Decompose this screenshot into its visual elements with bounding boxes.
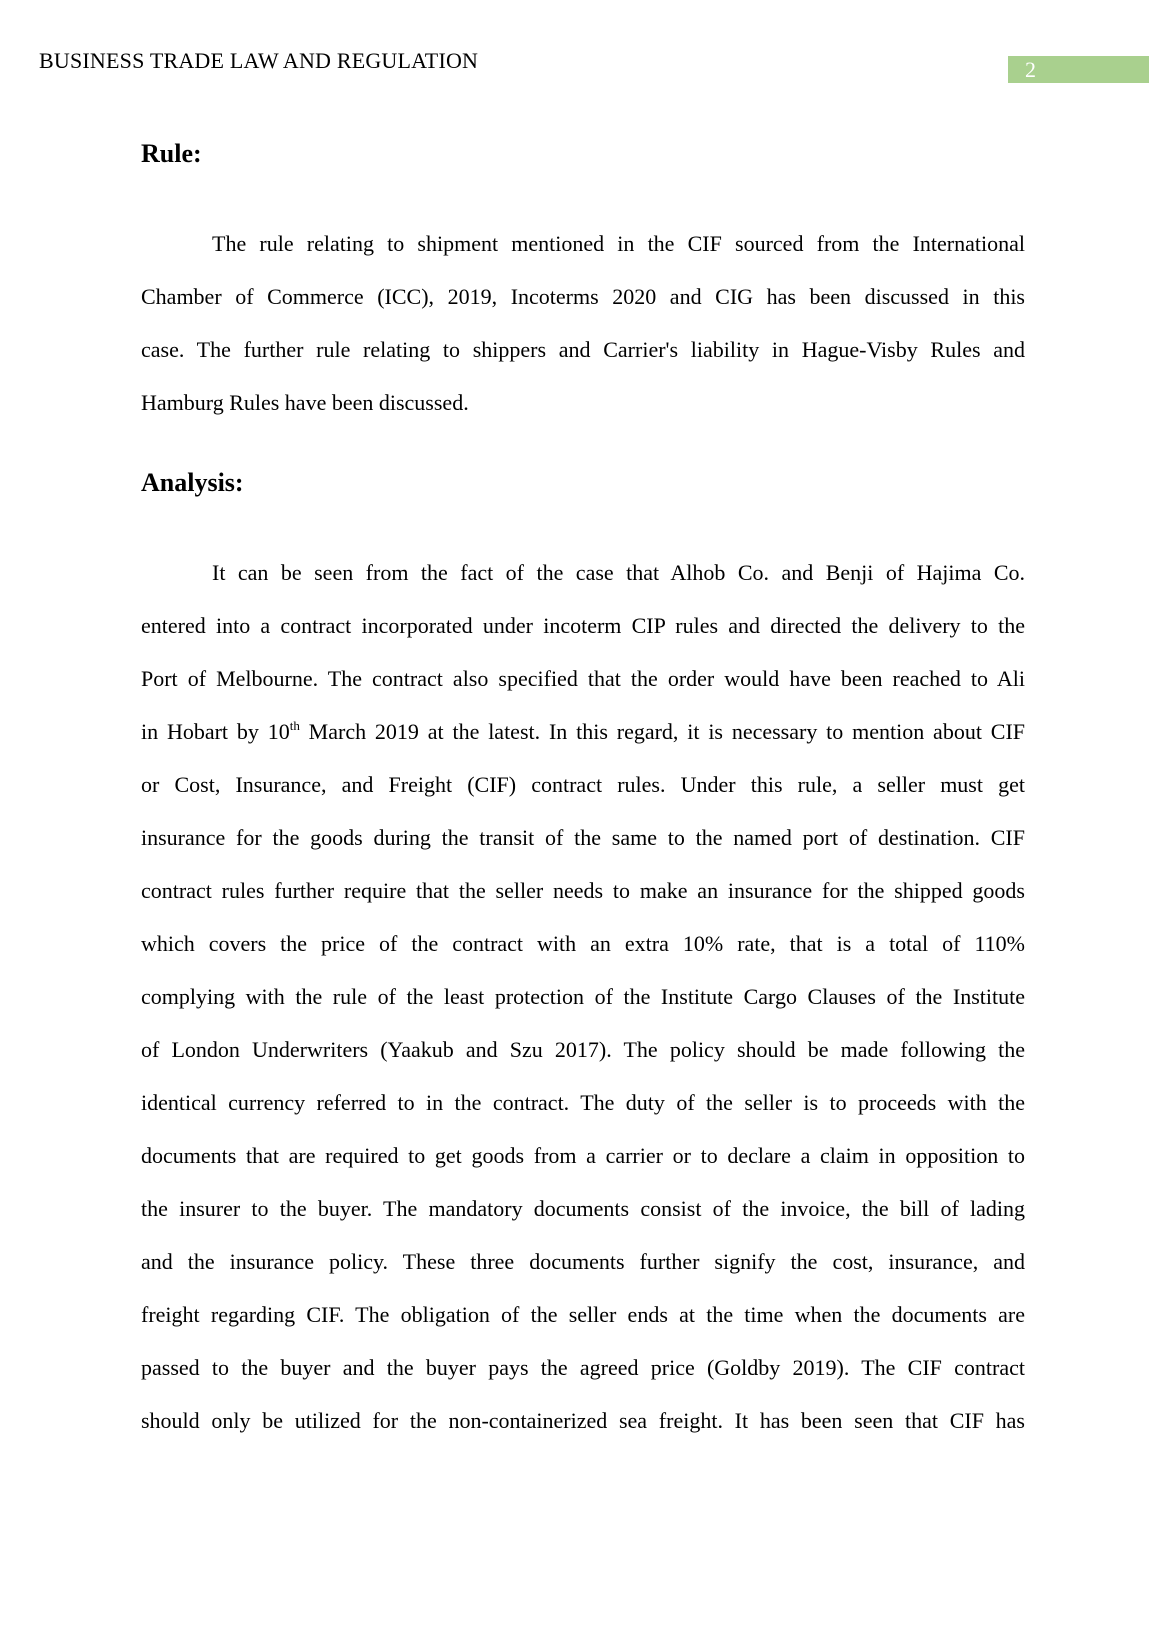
paragraph-line: Chamber of Commerce (ICC), 2019, Incoterms 2020 and CIG has been discussed in this <box>141 284 1025 309</box>
paragraph-line: documents that are required to get goods from a carrier or to declare a claim in opposition to <box>141 1143 1025 1168</box>
section-heading-rule: Rule: <box>141 139 202 168</box>
paragraph-line: Hamburg Rules have been discussed. <box>141 390 469 415</box>
paragraph-line: insurance for the goods during the transit of the same to the named port of destination. CIF <box>141 825 1025 850</box>
paragraph-line: The rule relating to shipment mentioned in the CIF sourced from the International <box>212 231 1025 256</box>
paragraph-line: Port of Melbourne. The contract also specified that the order would have been reached to Ali <box>141 666 1025 691</box>
line-text: March 2019 at the latest. In this regard, it is necessary to mention about CIF <box>299 719 1026 744</box>
paragraph-line: contract rules further require that the seller needs to make an insurance for the shipped goods <box>141 878 1025 903</box>
running-header-title: BUSINESS TRADE LAW AND REGULATION <box>39 48 479 73</box>
paragraph-line: freight regarding CIF. The obligation of the seller ends at the time when the documents are <box>141 1302 1025 1327</box>
paragraph-line: passed to the buyer and the buyer pays the agreed price (Goldby 2019). The CIF contract <box>141 1355 1025 1380</box>
paragraph-line: of London Underwriters (Yaakub and Szu 2017). The policy should be made following the <box>141 1037 1025 1062</box>
paragraph-line: It can be seen from the fact of the case that Alhob Co. and Benji of Hajima Co. <box>212 560 1025 585</box>
paragraph-line <box>141 717 1025 747</box>
paragraph-line: should only be utilized for the non-containerized sea freight. It has been seen that CIF has <box>141 1408 1025 1433</box>
section-heading-analysis: Analysis: <box>141 468 244 497</box>
paragraph-line: case. The further rule relating to shippers and Carrier's liability in Hague-Visby Rules and <box>141 337 1025 362</box>
paragraph-line: or Cost, Insurance, and Freight (CIF) contract rules. Under this rule, a seller must get <box>141 772 1025 797</box>
paragraph-line: which covers the price of the contract with an extra 10% rate, that is a total of 110% <box>141 931 1025 956</box>
paragraph-line: complying with the rule of the least protection of the Institute Cargo Clauses of the Institute <box>141 984 1025 1009</box>
line-text: in Hobart by 10 <box>141 719 290 744</box>
ordinal-superscript: th <box>289 718 300 733</box>
paragraph-line: the insurer to the buyer. The mandatory documents consist of the invoice, the bill of lading <box>141 1196 1025 1221</box>
paragraph-line: entered into a contract incorporated under incoterm CIP rules and directed the delivery to the <box>141 613 1025 638</box>
paragraph-line: identical currency referred to in the contract. The duty of the seller is to proceeds with the <box>141 1090 1025 1115</box>
page-number-badge <box>1008 56 1149 83</box>
page-number: 2 <box>1025 57 1036 82</box>
paragraph-line: and the insurance policy. These three documents further signify the cost, insurance, and <box>141 1249 1025 1274</box>
